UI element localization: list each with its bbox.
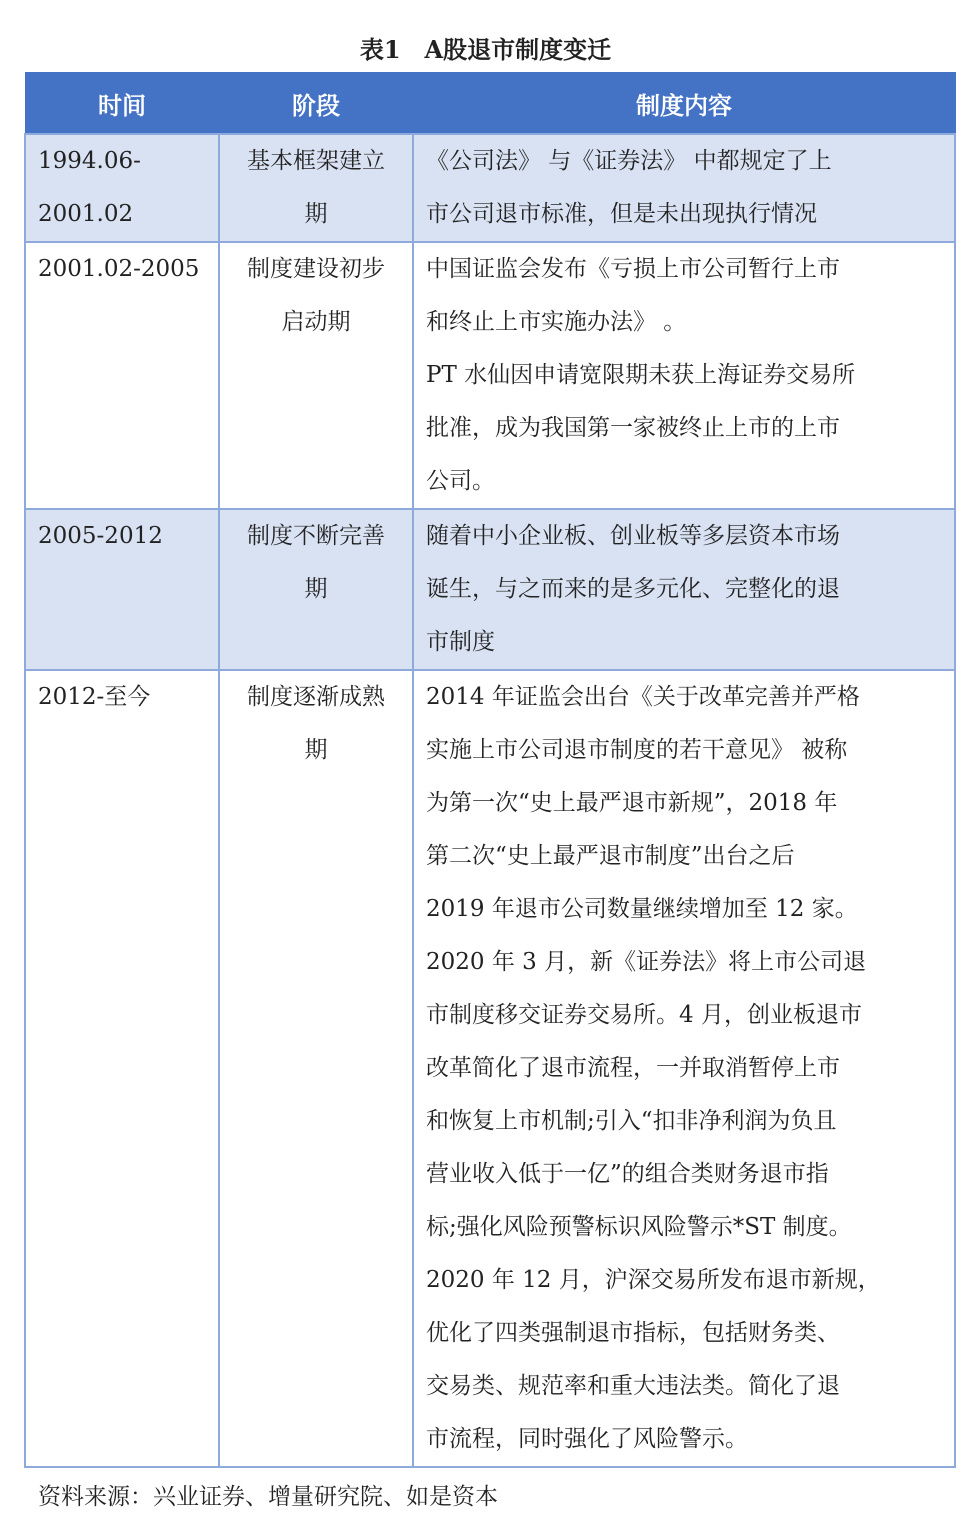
table-row xyxy=(25,242,955,509)
table-row xyxy=(25,509,955,670)
content-cell-line: 标;强化风险预警标识风险警示*ST 制度。 xyxy=(426,1214,852,1240)
content-cell-line: 改革简化了退市流程，一并取消暂停上市 xyxy=(426,1055,840,1081)
time-cell-line: 2005-2012 xyxy=(38,523,163,549)
header-stage: 阶段 xyxy=(219,73,413,135)
time-cell xyxy=(25,670,219,1467)
stage-cell-line: 基本框架建立 xyxy=(247,148,385,174)
table-row xyxy=(25,134,955,242)
content-cell-line: 市流程，同时强化了风险警示。 xyxy=(426,1426,748,1452)
header-content: 制度内容 xyxy=(413,73,955,135)
content-cell-line: 2019 年退市公司数量继续增加至 12 家。 xyxy=(426,896,858,922)
content-cell xyxy=(413,242,955,509)
table-row xyxy=(25,670,955,1467)
delisting-system-table xyxy=(24,72,956,1468)
content-cell-line: PT 水仙因申请宽限期未获上海证券交易所 xyxy=(426,362,856,388)
content-cell-line: 优化了四类强制退市指标，包括财务类、 xyxy=(426,1320,840,1346)
content-cell xyxy=(413,509,955,670)
table-header-row xyxy=(25,73,955,135)
time-cell xyxy=(25,242,219,509)
content-cell-line: 《公司法》 与《证券法》 中都规定了上 xyxy=(426,148,832,174)
time-cell xyxy=(25,134,219,242)
stage-cell-line: 期 xyxy=(304,201,328,227)
content-cell-line: 为第一次“史上最严退市新规”，2018 年 xyxy=(426,790,838,816)
time-cell xyxy=(25,509,219,670)
content-cell-line: 第二次“史上最严退市制度”出台之后 xyxy=(426,843,795,869)
content-cell-line: 随着中小企业板、创业板等多层资本市场 xyxy=(426,523,840,549)
header-time: 时间 xyxy=(25,73,219,135)
content-cell-line: 诞生，与之而来的是多元化、完整化的退 xyxy=(426,576,840,602)
stage-cell-line: 期 xyxy=(304,576,328,602)
content-cell-line: 市制度 xyxy=(426,629,495,655)
content-cell-line: 中国证监会发布《亏损上市公司暂行上市 xyxy=(426,256,840,282)
stage-cell xyxy=(219,670,413,1467)
time-cell-line: 1994.06- xyxy=(38,148,141,174)
content-cell-line: 2020 年 3 月，新《证券法》将上市公司退 xyxy=(426,949,867,975)
content-cell-line: 公司。 xyxy=(426,468,495,494)
stage-cell-line: 期 xyxy=(304,737,328,763)
stage-cell xyxy=(219,134,413,242)
source-note: 资料来源：兴业证券、增量研究院、如是资本 xyxy=(38,1484,498,1510)
content-cell-line: 市公司退市标准，但是未出现执行情况 xyxy=(426,201,817,227)
content-cell-line: 交易类、规范率和重大违法类。简化了退 xyxy=(426,1373,840,1399)
table-title: 表1 A股退市制度变迁 xyxy=(359,35,612,64)
content-cell xyxy=(413,670,955,1467)
content-cell-line: 市制度移交证券交易所。4 月，创业板退市 xyxy=(426,1002,862,1028)
stage-cell-line: 启动期 xyxy=(281,309,351,335)
stage-cell-line: 制度建设初步 xyxy=(247,256,385,282)
time-cell-line: 2001.02 xyxy=(38,201,134,227)
stage-cell xyxy=(219,242,413,509)
content-cell-line: 和终止上市实施办法》 。 xyxy=(426,309,687,335)
stage-cell xyxy=(219,509,413,670)
content-cell-line: 批准，成为我国第一家被终止上市的上市 xyxy=(426,415,840,441)
time-cell-line: 2001.02-2005 xyxy=(38,256,200,282)
time-cell-line: 2012-至今 xyxy=(38,684,151,710)
content-cell-line: 2020 年 12 月，沪深交易所发布退市新规， xyxy=(426,1267,881,1293)
content-cell xyxy=(413,134,955,242)
stage-cell-line: 制度逐渐成熟 xyxy=(247,684,385,710)
content-cell-line: 营业收入低于一亿”的组合类财务退市指 xyxy=(426,1161,829,1187)
stage-cell-line: 制度不断完善 xyxy=(247,523,385,549)
content-cell-line: 实施上市公司退市制度的若干意见》 被称 xyxy=(426,737,848,763)
content-cell-line: 和恢复上市机制;引入“扣非净利润为负且 xyxy=(426,1108,837,1134)
content-cell-line: 2014 年证监会出台《关于改革完善并严格 xyxy=(426,684,860,710)
